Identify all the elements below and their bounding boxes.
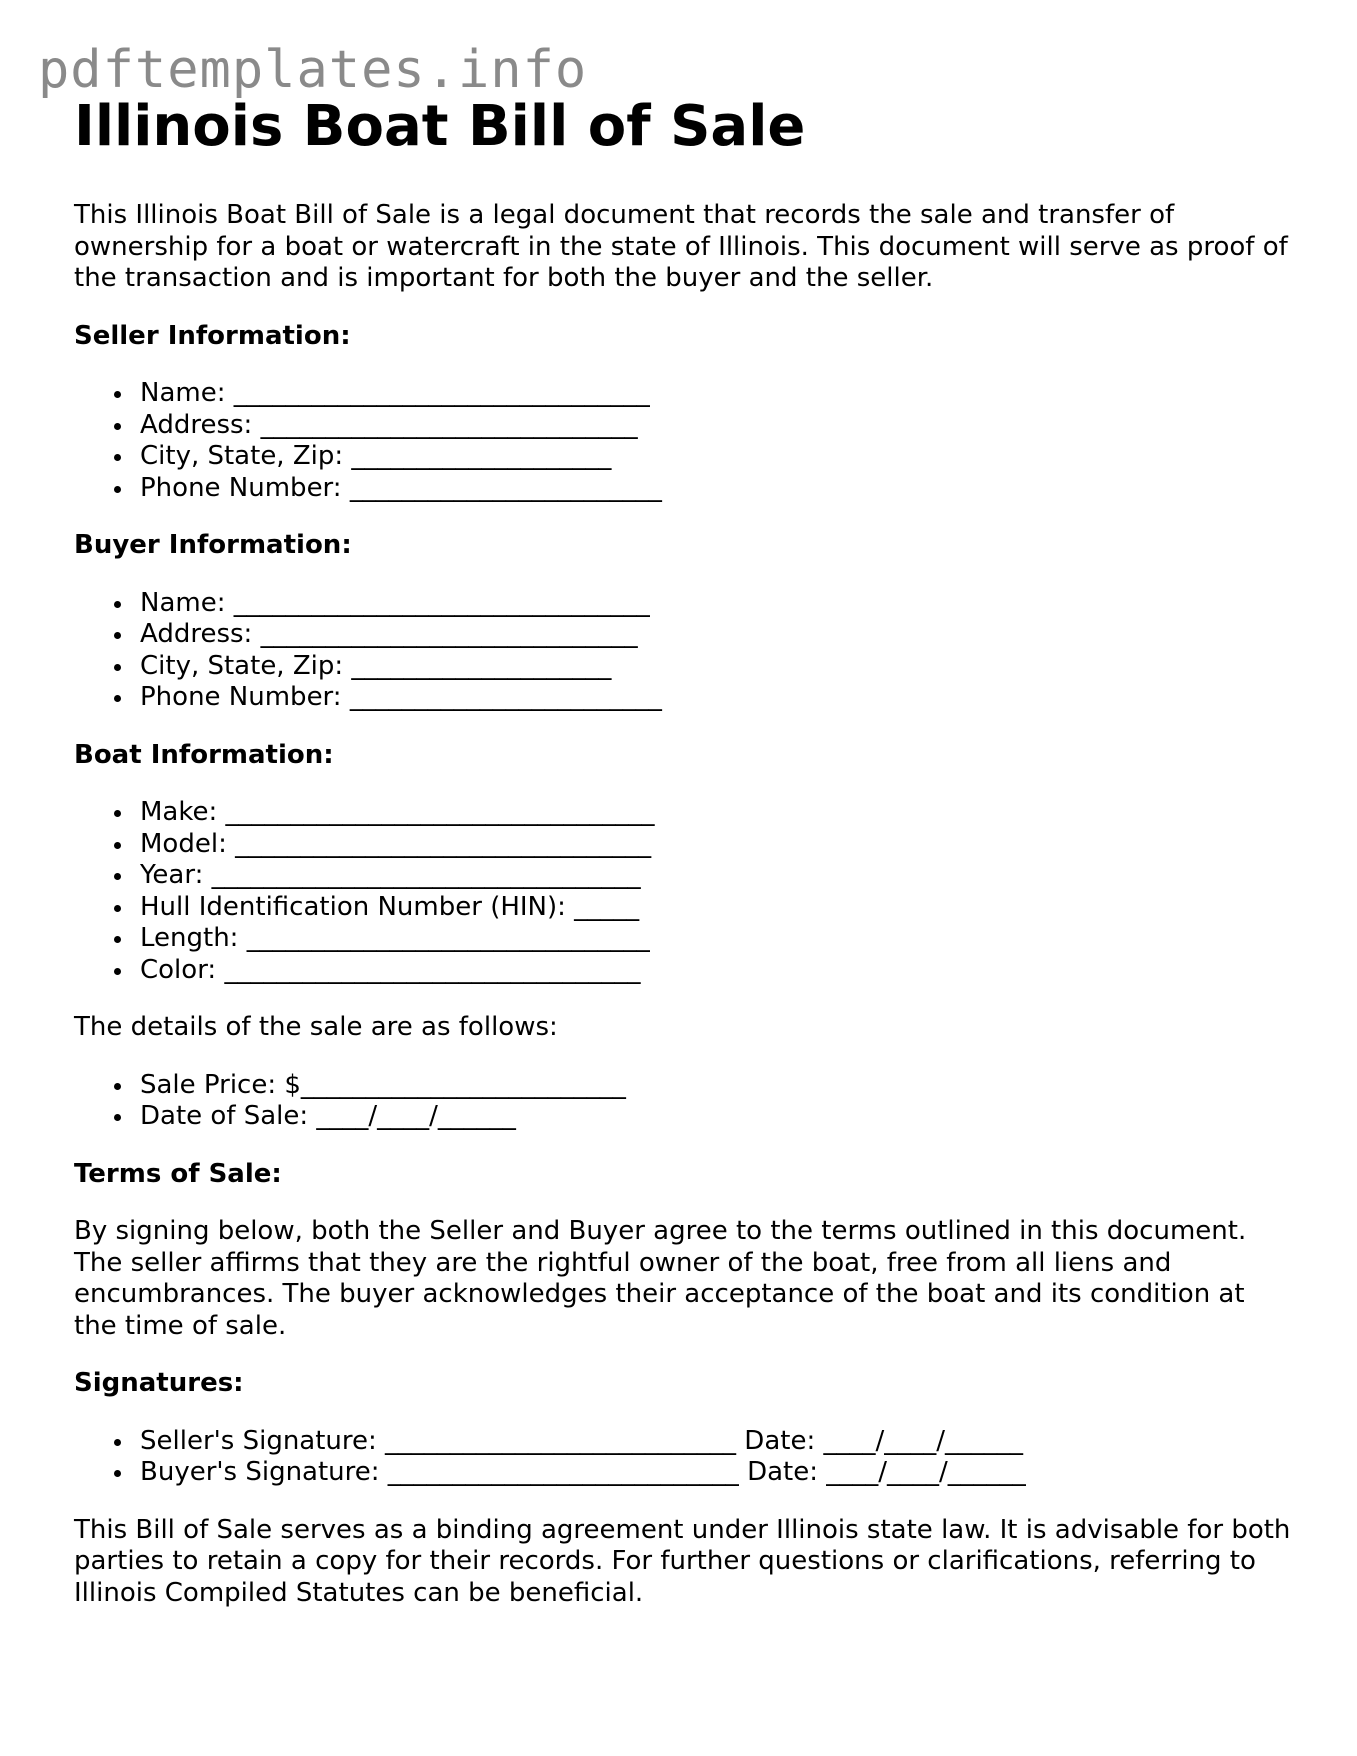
boat-make-field: Make: _________________________________ (140, 797, 1294, 829)
seller-field-list (74, 378, 1294, 504)
buyer-address-field: Address: _____________________________ (140, 619, 1294, 651)
sale-price-field: Sale Price: $_________________________ (140, 1070, 1294, 1102)
sale-field-list (74, 1070, 1294, 1133)
document-title: Illinois Boat Bill of Sale (74, 94, 806, 159)
sale-date-field: Date of Sale: ____/____/______ (140, 1101, 1294, 1133)
seller-address-field: Address: _____________________________ (140, 410, 1294, 442)
boat-color-field: Color: ________________________________ (140, 955, 1294, 987)
seller-heading: Seller Information: (74, 320, 351, 351)
seller-signature-field: Seller's Signature: ___________________________ Date: ____/____/______ (140, 1426, 1294, 1458)
boat-heading: Boat Information: (74, 739, 334, 770)
buyer-field-list (74, 588, 1294, 714)
boat-year-field: Year: _________________________________ (140, 860, 1294, 892)
buyer-city-state-zip-field: City, State, Zip: ____________________ (140, 651, 1294, 683)
seller-phone-field: Phone Number: ________________________ (140, 473, 1294, 505)
boat-hin-field: Hull Identification Number (HIN): _____ (140, 892, 1294, 924)
signatures-heading: Signatures: (74, 1368, 244, 1398)
terms-heading: Terms of Sale: (74, 1158, 282, 1189)
seller-name-field: Name: ________________________________ (140, 378, 1294, 410)
boat-model-field: Model: ________________________________ (140, 829, 1294, 861)
buyer-name-field: Name: ________________________________ (140, 588, 1294, 620)
buyer-signature-field: Buyer's Signature: ___________________________ Date: ____/____/______ (140, 1457, 1294, 1489)
seller-city-state-zip-field: City, State, Zip: ____________________ (140, 441, 1294, 473)
signature-field-list (74, 1426, 1294, 1489)
watermark-text: pdftemplates.info (38, 40, 588, 100)
buyer-heading: Buyer Information: (74, 530, 352, 560)
sale-details-intro: The details of the sale are as follows: (74, 1012, 558, 1042)
intro-paragraph: This Illinois Boat Bill of Sale is a legal document that records the sale and transfer of ownership for a boat or watercraft in the state of Illinois. This document will serve as proof of the transaction and is important for both the buyer and the seller. (74, 200, 1288, 293)
closing-paragraph: This Bill of Sale serves as a binding agreement under Illinois state law. It is advisable for both parties to retain a copy for their records. For further questions or clarifications, referring to Illinois Compiled Statutes can be beneficial. (74, 1514, 1291, 1608)
buyer-phone-field: Phone Number: ________________________ (140, 682, 1294, 714)
boat-length-field: Length: _______________________________ (140, 923, 1294, 955)
boat-field-list (74, 797, 1294, 986)
document-page (74, 92, 1294, 1609)
terms-paragraph: By signing below, both the Seller and Buyer agree to the terms outlined in this document. The seller affirms that they are the rightful owner of the boat, free from all liens and encumbrances. The buyer acknowledges their acceptance of the boat and its condition at the time of sale. (74, 1216, 1247, 1341)
